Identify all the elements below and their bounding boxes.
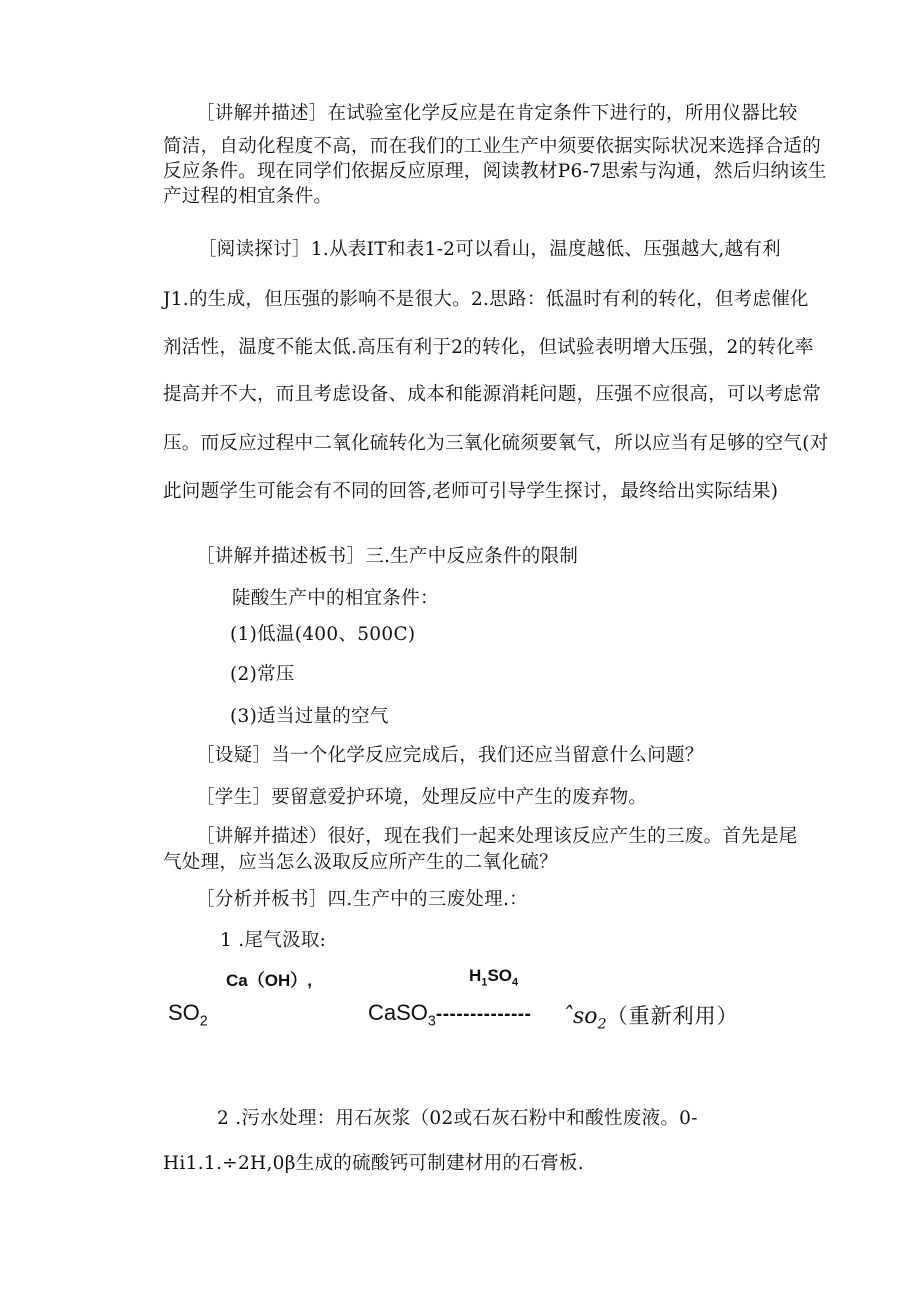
section4-item-2-line-2: Hi1.1.÷2H,0β生成的硫酸钙可制建材用的石膏板. [163,1153,584,1174]
section4-heading: ［分析并板书］四.生产中的三废处理.： [196,889,528,910]
para2-line-5: 压。而反应过程中二氧化硫转化为三氧化硫须要氧气，所以应当有足够的空气(对 [163,433,829,454]
para2-line-2: J1.的生成，但压强的影响不是很大。2.思路：低温时有利的转化，但考虑催化 [163,289,809,310]
student-line: ［学生］要留意爱护环境，处理反应中产生的废弃物。 [196,787,648,808]
para1-line-2: 简洁，自动化程度不高，而在我们的工业生产中须要依据实际状况来选择合适的 [163,136,822,157]
section4-item-2-line-1: 2 .污水处理：用石灰浆（02或石灰石粉中和酸性废液。0- [217,1108,698,1129]
reuse-note: （重新利用） [606,1004,739,1028]
section3-item-3: (3)适当过量的空气 [230,706,389,727]
question-line: ［设疑］当一个化学反应完成后，我们还应当留意什么问题？ [196,745,704,766]
section4-item-1: 1 .尾气汲取: [220,930,327,951]
section3-item-2: (2)常压 [230,664,295,685]
para1-line-4: 产过程的相宜条件。 [163,186,333,207]
section3-item-1: (1)低温(400、500C) [230,624,416,645]
explain-line-1: ［讲解并描述）很好，现在我们一起来处理该反应产生的三废。首先是尾 [196,826,798,847]
arrow-dashes: -------------- [435,1004,532,1025]
para2-line-6: 此问题学生可能会有不同的回答,老师可引导学生探讨，最终给出实际结果) [163,481,779,502]
explain-line-2: 气处理，应当怎么汲取反应所产生的二氧化硫？ [163,852,558,873]
para1-line-3: 反应条件。现在同学们依据反应原理，阅读教材P6-7思索与沟通，然后归纳该生 [163,161,827,182]
section3-subheading: 陡酸生产中的相宜条件： [232,588,439,609]
para1-line-1: ［讲解并描述］在试验室化学反应是在肯定条件下进行的，所用仪器比较 [196,103,798,124]
reagent-h2so4: $H_1SO_4$ [469,966,519,989]
reagent-caoh2: Ca（OH）, [226,971,312,990]
formula-caso3: CaSO$_3$-------------- [368,1000,532,1030]
para2-line-3: 剂活性，温度不能太低.高压有利于2的转化，但试验表明增大压强，2的转化率 [163,337,814,358]
section3-heading: ［讲解并描述板书］三.生产中反应条件的限制 [196,546,579,567]
para2-line-4: 提高并不大，而且考虑设备、成本和能源消耗问题，压强不应很高，可以考虑常 [163,384,822,405]
formula-product-so2: ˆso$_2$（重新利用） [562,1004,739,1033]
para2-line-1: ［阅读探讨］1.从表IT和表1-2可以看山，温度越低、压强越大,越有利 [198,239,781,260]
formula-so2: $SO_2$ [168,1000,208,1030]
